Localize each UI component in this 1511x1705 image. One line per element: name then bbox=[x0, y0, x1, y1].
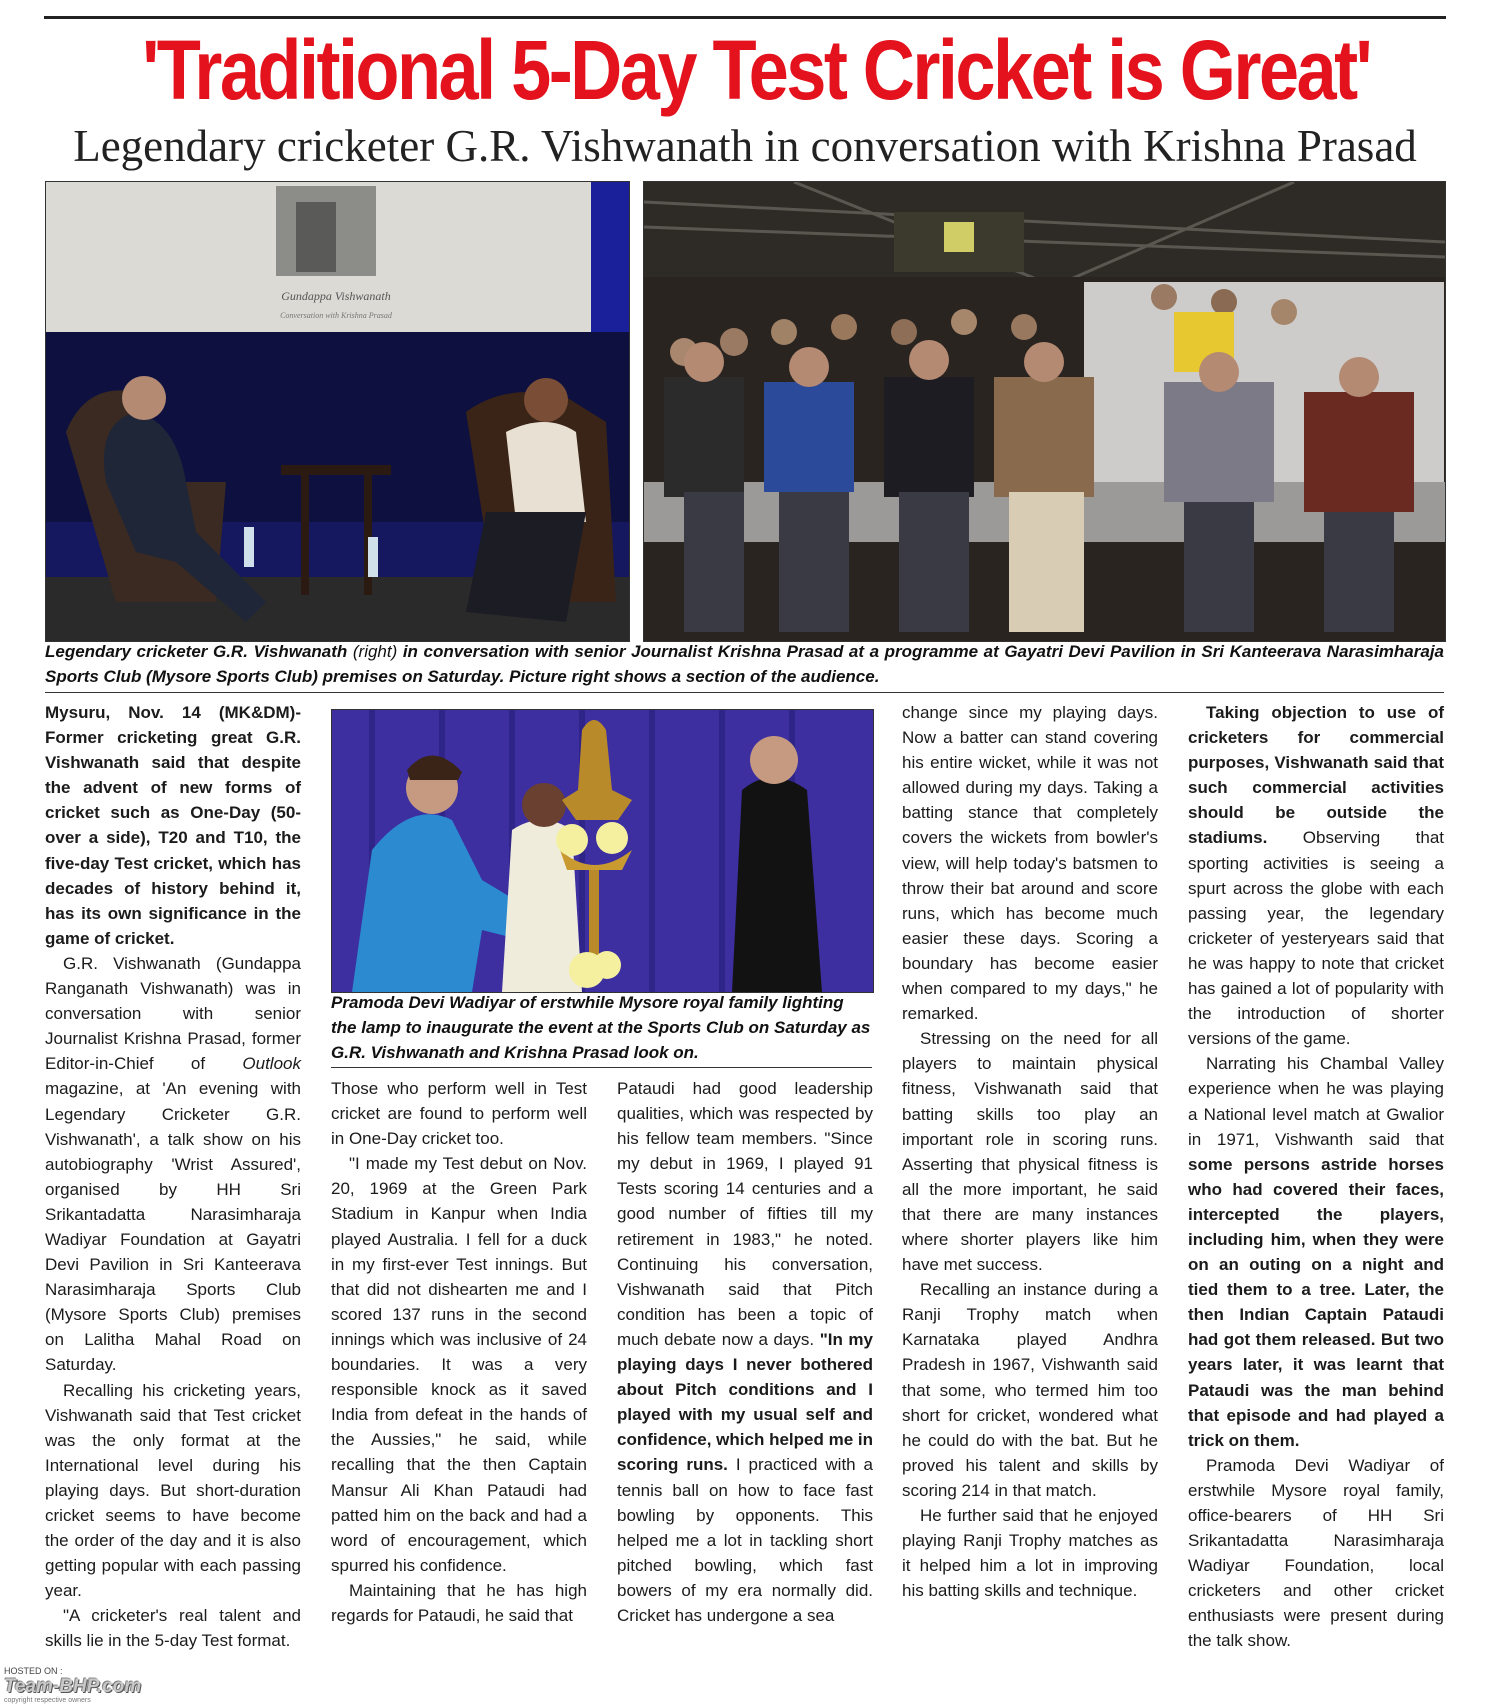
col5-p1-bold: Taking objection to use of cricketers for commercial purposes, Vishwanath said that such commercial activities should be outside the stadiums. bbox=[1188, 703, 1444, 848]
col4-paragraph-3: Recalling an instance during a Ranji Trophy match when Karnataka played Andhra Pradesh in 1967, Vishwanth said that some, who termed him too short for cricket, wondered what he could do with the bat. But he proved his talent and skills by scoring 214 in that match. bbox=[902, 1280, 1158, 1500]
col5-paragraph-1 bbox=[1188, 700, 1444, 1051]
caption-rule bbox=[45, 692, 1444, 693]
article-column-2 bbox=[331, 1076, 587, 1628]
headline: 'Traditional 5-Day Test Cricket is Great' bbox=[142, 23, 1371, 117]
top-photo-caption bbox=[45, 639, 1444, 689]
audience-photo-image bbox=[644, 182, 1445, 641]
article-column-5 bbox=[1188, 700, 1444, 1654]
top-caption-part1: Legendary cricketer G.R. Vishwanath bbox=[45, 642, 353, 661]
col5-p1-text: Observing that sporting activities is seeing a spurt across the globe with each passing year, the legendary cricketer of yesteryears said that he was happy to note that cricket has gained a lot of popularity with the introduction of shorter versions of the game. bbox=[1188, 828, 1444, 1049]
col2-paragraph-1: Those who perform well in Test cricket are found to perform well in One-Day cricket too. bbox=[331, 1079, 587, 1149]
footer-copyright: copyright respective owners bbox=[4, 1697, 91, 1704]
audience-photo bbox=[643, 181, 1446, 642]
col1-lede bbox=[45, 700, 301, 951]
col1-paragraph-3: Recalling his cricketing years, Vishwanath said that Test cricket was the only format at the International level during his playing days. But short-duration cricket seems to have become the order of the day and it is also getting popular with each passing year. bbox=[45, 1380, 301, 1601]
col5-p2-text: Narrating his Chambal Valley experience when he was playing a National level match at Gwalior in 1971, Vishwanth said that bbox=[1188, 1054, 1444, 1149]
article-column-3 bbox=[617, 1076, 873, 1628]
col1-lede-text: Mysuru, Nov. 14 (MK&DM)- Former cricketing great G.R. Vishwanath said that despite the advent of new forms of cricket such as One-Day (50-over a side), T20 and T10, the five-day Test cricket, which has decades of history behind it, has its own significance in the game of cricket. bbox=[45, 703, 301, 948]
lamp-caption-rule bbox=[331, 1067, 872, 1068]
col1-p2-text-a: G.R. Vishwanath (Gundappa Ranganath Vishwanath) was in conversation with senior Journalist Krishna Prasad, former Editor-in-Chief of bbox=[45, 953, 301, 1074]
lamp-photo-caption: Pramoda Devi Wadiyar of erstwhile Mysore royal family lighting the lamp to inaugurate the event at the Sports Club on Saturday as G.R. Vishwanath and Krishna Prasad look on. bbox=[331, 993, 871, 1062]
team-bhp-logo[interactable]: Team-BHP.com bbox=[4, 1676, 142, 1697]
col2-paragraph-2: "I made my Test debut on Nov. 20, 1969 at the Green Park Stadium in Kanpur when India played Australia. I fell for a duck in my first-ever Test innings. But that did not dishearten me and I scored 137 runs in the second innings which was inclusive of 24 boundaries. It was a very responsible knock as it saved India from defeat in the hands of the Aussies," he said, while recalling that the then Captain Mansur Ali Khan Pataudi had patted him on the back and had a word of encouragement, which spurred his confidence. bbox=[331, 1154, 587, 1575]
col2-paragraph-3: Maintaining that he has high regards for Pataudi, he said that bbox=[331, 1580, 587, 1625]
footer-hosted-label: HOSTED ON : bbox=[4, 1666, 63, 1676]
col3-paragraph-1 bbox=[617, 1076, 873, 1628]
top-caption-right: (right) bbox=[352, 642, 398, 661]
stage-screen-name: Gundappa Vishwanath bbox=[281, 289, 391, 303]
col1-p2-outlook: Outlook bbox=[242, 1054, 301, 1074]
col1-paragraph-4: "A cricketer's real talent and skills lie in the 5-day Test format. bbox=[45, 1606, 301, 1651]
col5-paragraph-3: Pramoda Devi Wadiyar of erstwhile Mysore royal family, office-bearers of HH Sri Srikantadatta Narasimharaja Wadiyar Foundation, local cricketers and other cricket enthusiasts were present during the talk show. bbox=[1188, 1455, 1444, 1651]
col4-paragraph-1: change since my playing days. Now a batter can stand covering his entire wicket, while it was not allowed during my days. Taking a batting stance that completely covers the wickets from bowler's view, will help today's batsmen to throw their bat around and score runs, which has become much easier these days. Scoring a boundary has become easier when compared to my days," he remarked. bbox=[902, 703, 1158, 1024]
col5-p2-bold: some persons astride horses who had covered their faces, intercepted the players, including him, when they were on an outing on a night and tied them to a tree. Later, the then Indian Captain Pataudi had got them released. But two years later, it was learnt that Pataudi was the man behind that episode and had played a trick on them. bbox=[1188, 1154, 1444, 1450]
col4-paragraph-4: He further said that he enjoyed playing Ranji Trophy matches as it helped him a lot in improving his batting skills and technique. bbox=[902, 1506, 1158, 1601]
col1-paragraph-2 bbox=[45, 951, 301, 1378]
top-caption-part2: in conversation with senior Journalist Krishna Prasad at a programme at Gayatri Devi Pavilion in Sri Kanteerava Narasimharaja Sports Club (Mysore Sports Club) premises on Saturday. Picture right shows a section of the audience. bbox=[45, 642, 1444, 686]
article-column-1 bbox=[45, 700, 301, 1654]
article-column-4 bbox=[902, 700, 1158, 1603]
lamp-photo bbox=[331, 709, 874, 993]
col4-paragraph-2: Stressing on the need for all players to maintain physical fitness, Vishwanath said that batting skills too play an important role in scoring runs. Asserting that physical fitness is all the more important, he said that there are many instances where shorter players like him have met success. bbox=[902, 1029, 1158, 1275]
stage-photo-image bbox=[46, 182, 629, 641]
stage-screen-line2: Conversation with Krishna Prasad bbox=[280, 311, 392, 320]
col1-p2-text-c: magazine, at 'An evening with Legendary Cricketer G.R. Vishwanath', a talk show on his autobiography 'Wrist Assured', organised by HH Sri Srikantadatta Narasimharaja Wadiyar Foundation at Gayatri Devi Pavilion in Sri Kanteerava Narasimharaja Sports Club (Mysore Sports Club) premises on Lalitha Mahal Road on Saturday. bbox=[45, 1079, 301, 1375]
col5-paragraph-2 bbox=[1188, 1051, 1444, 1453]
col3-text-a: Pataudi had good leadership qualities, which was respected by his fellow team members. "Since my debut in 1969, I played 91 Tests scoring 14 centuries and a good number of fifties till my retirement in 1983," he noted. Continuing his conversation, Vishwanath said that Pitch condition has been a topic of much debate now a days. bbox=[617, 1079, 873, 1349]
subheadline: Legendary cricketer G.R. Vishwanath in conversation with Krishna Prasad bbox=[73, 121, 1417, 171]
lamp-photo-image bbox=[332, 710, 873, 992]
col3-text-c: I practiced with a tennis ball on how to face fast bowling by opponents. This helped me a lot in tackling short pitched bowling, which fast bowers of my era normally did. Cricket has undergone a sea bbox=[617, 1455, 874, 1625]
col3-quote-bold: "In my playing days I never bothered about Pitch conditions and I played with my usual self and confidence, which helped me in scoring runs. bbox=[617, 1329, 873, 1475]
top-rule bbox=[44, 16, 1446, 19]
stage-photo bbox=[45, 181, 630, 642]
